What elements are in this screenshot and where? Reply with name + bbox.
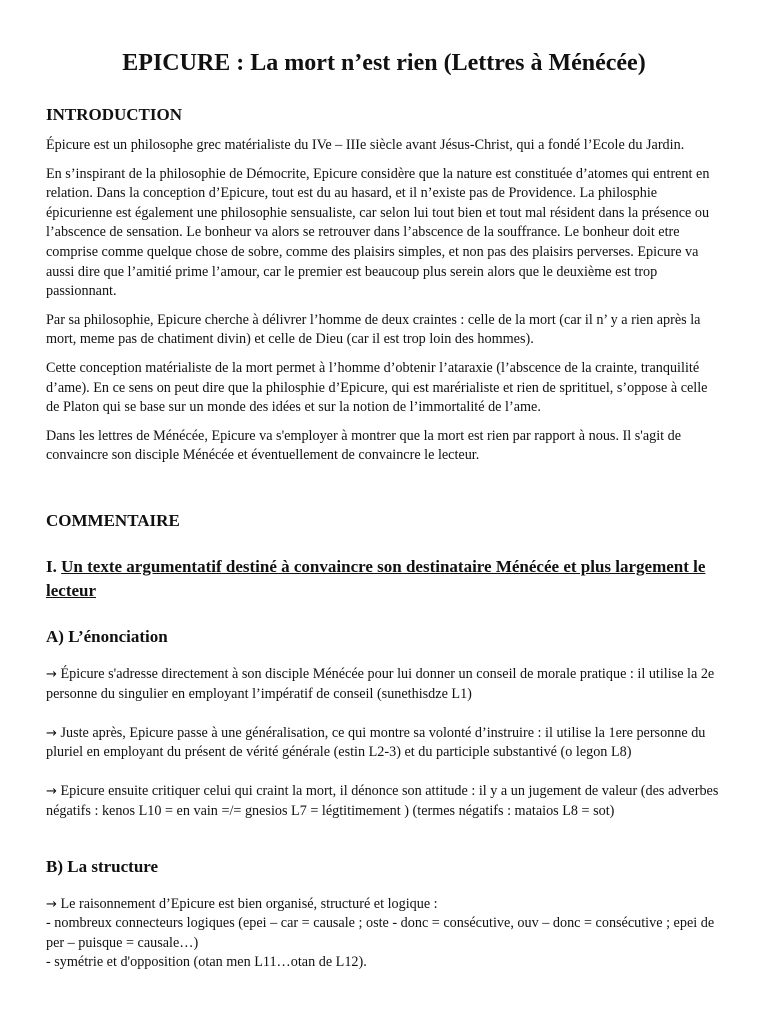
section-a-item-1 xyxy=(46,665,722,704)
part-one-title: Un texte argumentatif destiné à convaincre son destinataire Ménécée et plus largement le lecteur xyxy=(46,556,706,600)
section-a-item-1-text: Épicure s'adresse directement à son disciple Ménécée pour lui donner un conseil de morale pratique : il utilise la 2e personne du singulier en employant l’impératif de conseil (sunethisdze L1) xyxy=(46,665,715,702)
section-a-heading: A) L’énonciation xyxy=(46,626,168,646)
section-a-item-3 xyxy=(46,782,722,821)
part-one-number: I. xyxy=(46,556,57,576)
section-b-line-1: - nombreux connecteurs logiques (epei – car = causale ; oste - donc = consécutive, ouv – donc = consécutive ; epei de per – puisque = causale…) xyxy=(46,915,715,951)
arrow-icon: → xyxy=(46,896,57,912)
arrow-icon: → xyxy=(46,666,57,682)
section-b-intro-text: Le raisonnement d’Epicure est bien organisé, structuré et logique : xyxy=(60,895,438,912)
part-one-heading xyxy=(46,555,722,603)
intro-paragraph-5: Dans les lettres de Ménécée, Epicure va s'employer à montrer que la mort est rien par rapport à nous. Il s'agit de convaincre son disciple Ménécée et éventuellement de convaincre le lecteur. xyxy=(46,427,682,464)
intro-paragraph-1: Épicure est un philosophe grec matérialiste du IVe – IIIe siècle avant Jésus-Christ, qui a fondé l’Ecole du Jardin. xyxy=(46,137,685,153)
section-a-item-2-text: Juste après, Epicure passe à une généralisation, ce qui montre sa volonté d’instruire : il utilise la 1ere personne du pluriel en employant du présent de vérité générale (estin L2-3) et du participle substantivé (o legon L8) xyxy=(46,724,706,761)
arrow-icon: → xyxy=(46,784,57,800)
document-title: EPICURE : La mort n’est rien (Lettres à Ménécée) xyxy=(122,50,646,76)
intro-paragraph-2: En s’inspirant de la philosophie de Démocrite, Epicure considère que la nature est constituée d’atomes qui entrent en relation. Dans la conception d’Epicure, tout est du au hasard, et il n’existe pas de Providence. La philosphie épicurienne est également une philosophie sensualiste, car selon lui tout bien et tout mal résident dans la présence ou l’abscence de sensation. Le bonheur va alors se retrouver dans l’abscence de la souffrance. Le bonheur doit etre comprise comme quelque chose de sobre, comme des plaisirs simples, et non pas des plaisirs perverses. Epicure va aussi dire que l’amitié prime l’amour, car le premier est beaucoup plus serein alors que le deuxième est trop passionnant. xyxy=(46,165,710,300)
intro-paragraph-4: Cette conception matérialiste de la mort permet à l’homme d’obtenir l’ataraxie (l’abscence de la crainte, tranquilité d’ame). En ce sens on peut dire que la philosphie d’Epicure, qui est marérialiste et rien de spritituel, s’oppose à celle de Platon qui se base sur un monde des idées et sur la notion de l’immortalité de l’ame. xyxy=(46,359,708,416)
section-b-line-2: - symétrie et d'opposition (otan men L11…otan de L12). xyxy=(46,954,367,971)
introduction-heading: INTRODUCTION xyxy=(46,105,183,124)
arrow-icon: → xyxy=(46,725,57,741)
section-a-item-2 xyxy=(46,724,722,763)
document-page xyxy=(46,0,722,973)
section-b-intro xyxy=(46,895,722,915)
intro-paragraph-3: Par sa philosophie, Epicure cherche à délivrer l’homme de deux craintes : celle de la mort (car il n’ y a rien après la mort, meme pas de chatiment divin) et celle de Dieu (car il est trop loin des hommes). xyxy=(46,311,701,348)
section-b-heading: B) La structure xyxy=(46,856,159,876)
section-a-item-3-text: Epicure ensuite critiquer celui qui craint la mort, il dénonce son attitude : il y a un jugement de valeur (des adverbes négatifs : kenos L10 = en vain =/= gnesios L7 = légtitimement ) (termes négatifs : mataios L8 = sot) xyxy=(46,783,719,820)
commentaire-heading: COMMENTAIRE xyxy=(46,510,180,530)
